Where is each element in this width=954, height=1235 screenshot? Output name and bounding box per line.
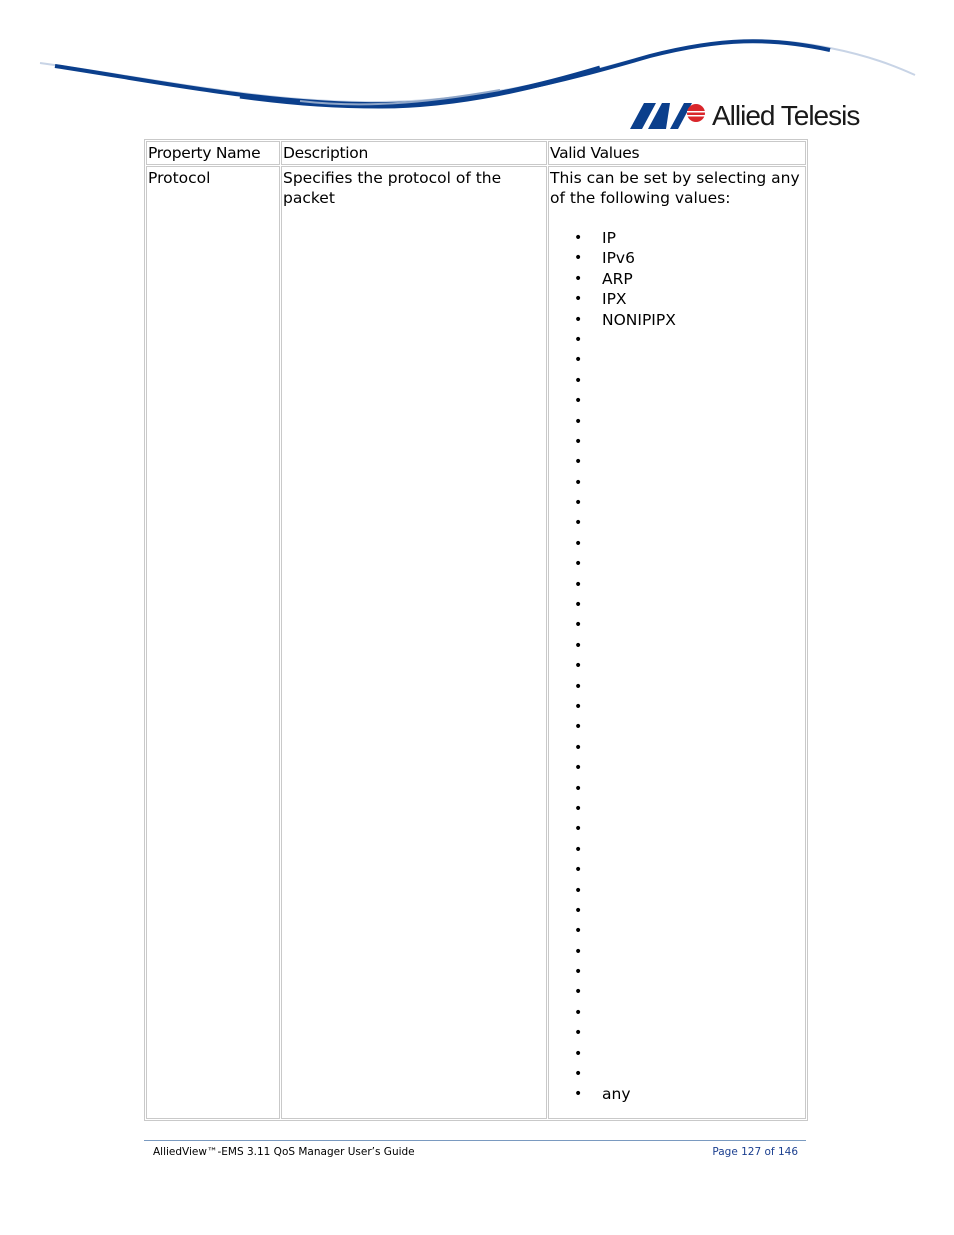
list-item xyxy=(550,942,804,962)
bullet-icon: • xyxy=(574,1066,583,1083)
list-item xyxy=(550,391,804,411)
bullet-icon: • xyxy=(574,637,583,654)
list-item xyxy=(550,921,804,941)
list-item xyxy=(550,656,804,676)
bullet-icon: • xyxy=(574,739,583,756)
bullet-icon: • xyxy=(574,658,583,675)
bullet-icon: • xyxy=(574,433,583,450)
bullet-icon: • xyxy=(574,291,583,308)
list-item xyxy=(550,350,804,370)
allied-telesis-logo xyxy=(630,100,859,132)
list-item xyxy=(550,758,804,778)
bullet-icon: • xyxy=(574,250,583,267)
bullet-icon: • xyxy=(574,576,583,593)
bullet-icon: • xyxy=(574,862,583,879)
list-item xyxy=(550,595,804,615)
list-item xyxy=(550,452,804,472)
bullet-icon: • xyxy=(574,393,583,410)
bullet-icon: • xyxy=(574,454,583,471)
list-item xyxy=(550,534,804,554)
list-item xyxy=(550,860,804,880)
bullet-icon: • xyxy=(574,352,583,369)
list-item xyxy=(550,228,804,248)
list-item xyxy=(550,779,804,799)
valid-values-intro: This can be set by selecting any of the following values: xyxy=(550,169,800,207)
bullet-icon: • xyxy=(574,1004,583,1021)
footer-guide-title: AlliedView™-EMS 3.11 QoS Manager User’s Guide xyxy=(153,1146,415,1158)
cell-property: Protocol xyxy=(146,166,280,1119)
bullet-icon: • xyxy=(574,678,583,695)
list-item-label: NONIPIPX xyxy=(602,310,676,329)
bullet-icon: • xyxy=(574,800,583,817)
bullet-icon: • xyxy=(574,719,583,736)
header-description: Description xyxy=(281,141,547,165)
header-valid-values: Valid Values xyxy=(548,141,806,165)
list-item xyxy=(550,1044,804,1064)
bullet-icon: • xyxy=(574,984,583,1001)
list-item-label: IPv6 xyxy=(602,249,635,268)
list-item xyxy=(550,412,804,432)
bullet-icon: • xyxy=(574,230,583,246)
list-item-label: ARP xyxy=(602,269,633,288)
footer-divider xyxy=(144,1140,806,1141)
header-property-name: Property Name xyxy=(146,141,280,165)
list-item-label: any xyxy=(602,1085,631,1104)
valid-values-list xyxy=(550,228,804,1105)
list-item xyxy=(550,901,804,921)
list-item xyxy=(550,330,804,350)
list-item xyxy=(550,310,804,330)
bullet-icon: • xyxy=(574,372,583,389)
cell-valid-values xyxy=(548,166,806,1119)
list-item xyxy=(550,677,804,697)
list-item xyxy=(550,248,804,268)
bullet-icon: • xyxy=(574,698,583,715)
list-item xyxy=(550,717,804,737)
bullet-icon: • xyxy=(574,515,583,532)
bullet-icon: • xyxy=(574,882,583,899)
logo-wordmark: Allied Telesis xyxy=(712,100,860,131)
list-item xyxy=(550,371,804,391)
allied-telesis-mark-icon xyxy=(630,103,706,129)
list-item xyxy=(550,840,804,860)
bullet-icon: • xyxy=(574,923,583,940)
bullet-icon: • xyxy=(574,841,583,858)
property-table xyxy=(144,139,808,1121)
table-header-row xyxy=(146,141,806,165)
list-item xyxy=(550,962,804,982)
list-item xyxy=(550,493,804,513)
bullet-icon: • xyxy=(574,780,583,797)
bullet-icon: • xyxy=(574,331,583,348)
list-item xyxy=(550,269,804,289)
list-item xyxy=(550,473,804,493)
table-row xyxy=(146,166,806,1119)
list-item xyxy=(550,554,804,574)
list-item xyxy=(550,799,804,819)
bullet-icon: • xyxy=(574,474,583,491)
bullet-icon: • xyxy=(574,556,583,573)
list-item xyxy=(550,1084,804,1104)
bullet-icon: • xyxy=(574,760,583,777)
bullet-icon: • xyxy=(574,597,583,614)
bullet-icon: • xyxy=(574,943,583,960)
list-item xyxy=(550,432,804,452)
list-item-label: IP xyxy=(602,229,616,247)
bullet-icon: • xyxy=(574,1086,583,1103)
list-item xyxy=(550,615,804,635)
bullet-icon: • xyxy=(574,821,583,838)
bullet-icon: • xyxy=(574,964,583,981)
list-item xyxy=(550,819,804,839)
bullet-icon: • xyxy=(574,617,583,634)
list-item xyxy=(550,513,804,533)
bullet-icon: • xyxy=(574,1045,583,1062)
list-item xyxy=(550,738,804,758)
list-item xyxy=(550,289,804,309)
list-item xyxy=(550,881,804,901)
list-item xyxy=(550,1023,804,1043)
list-item xyxy=(550,636,804,656)
cell-description: Specifies the protocol of the packet xyxy=(281,166,547,1119)
bullet-icon: • xyxy=(574,311,583,328)
list-item xyxy=(550,1064,804,1084)
bullet-icon: • xyxy=(574,495,583,512)
bullet-icon: • xyxy=(574,902,583,919)
list-item xyxy=(550,982,804,1002)
bullet-icon: • xyxy=(574,1025,583,1042)
bullet-icon: • xyxy=(574,413,583,430)
list-item xyxy=(550,697,804,717)
list-item xyxy=(550,1003,804,1023)
bullet-icon: • xyxy=(574,535,583,552)
list-item xyxy=(550,575,804,595)
bullet-icon: • xyxy=(574,270,583,287)
header-swoosh xyxy=(0,0,954,115)
list-item-label: IPX xyxy=(602,290,627,309)
footer-page-number: Page 127 of 146 xyxy=(712,1146,798,1158)
